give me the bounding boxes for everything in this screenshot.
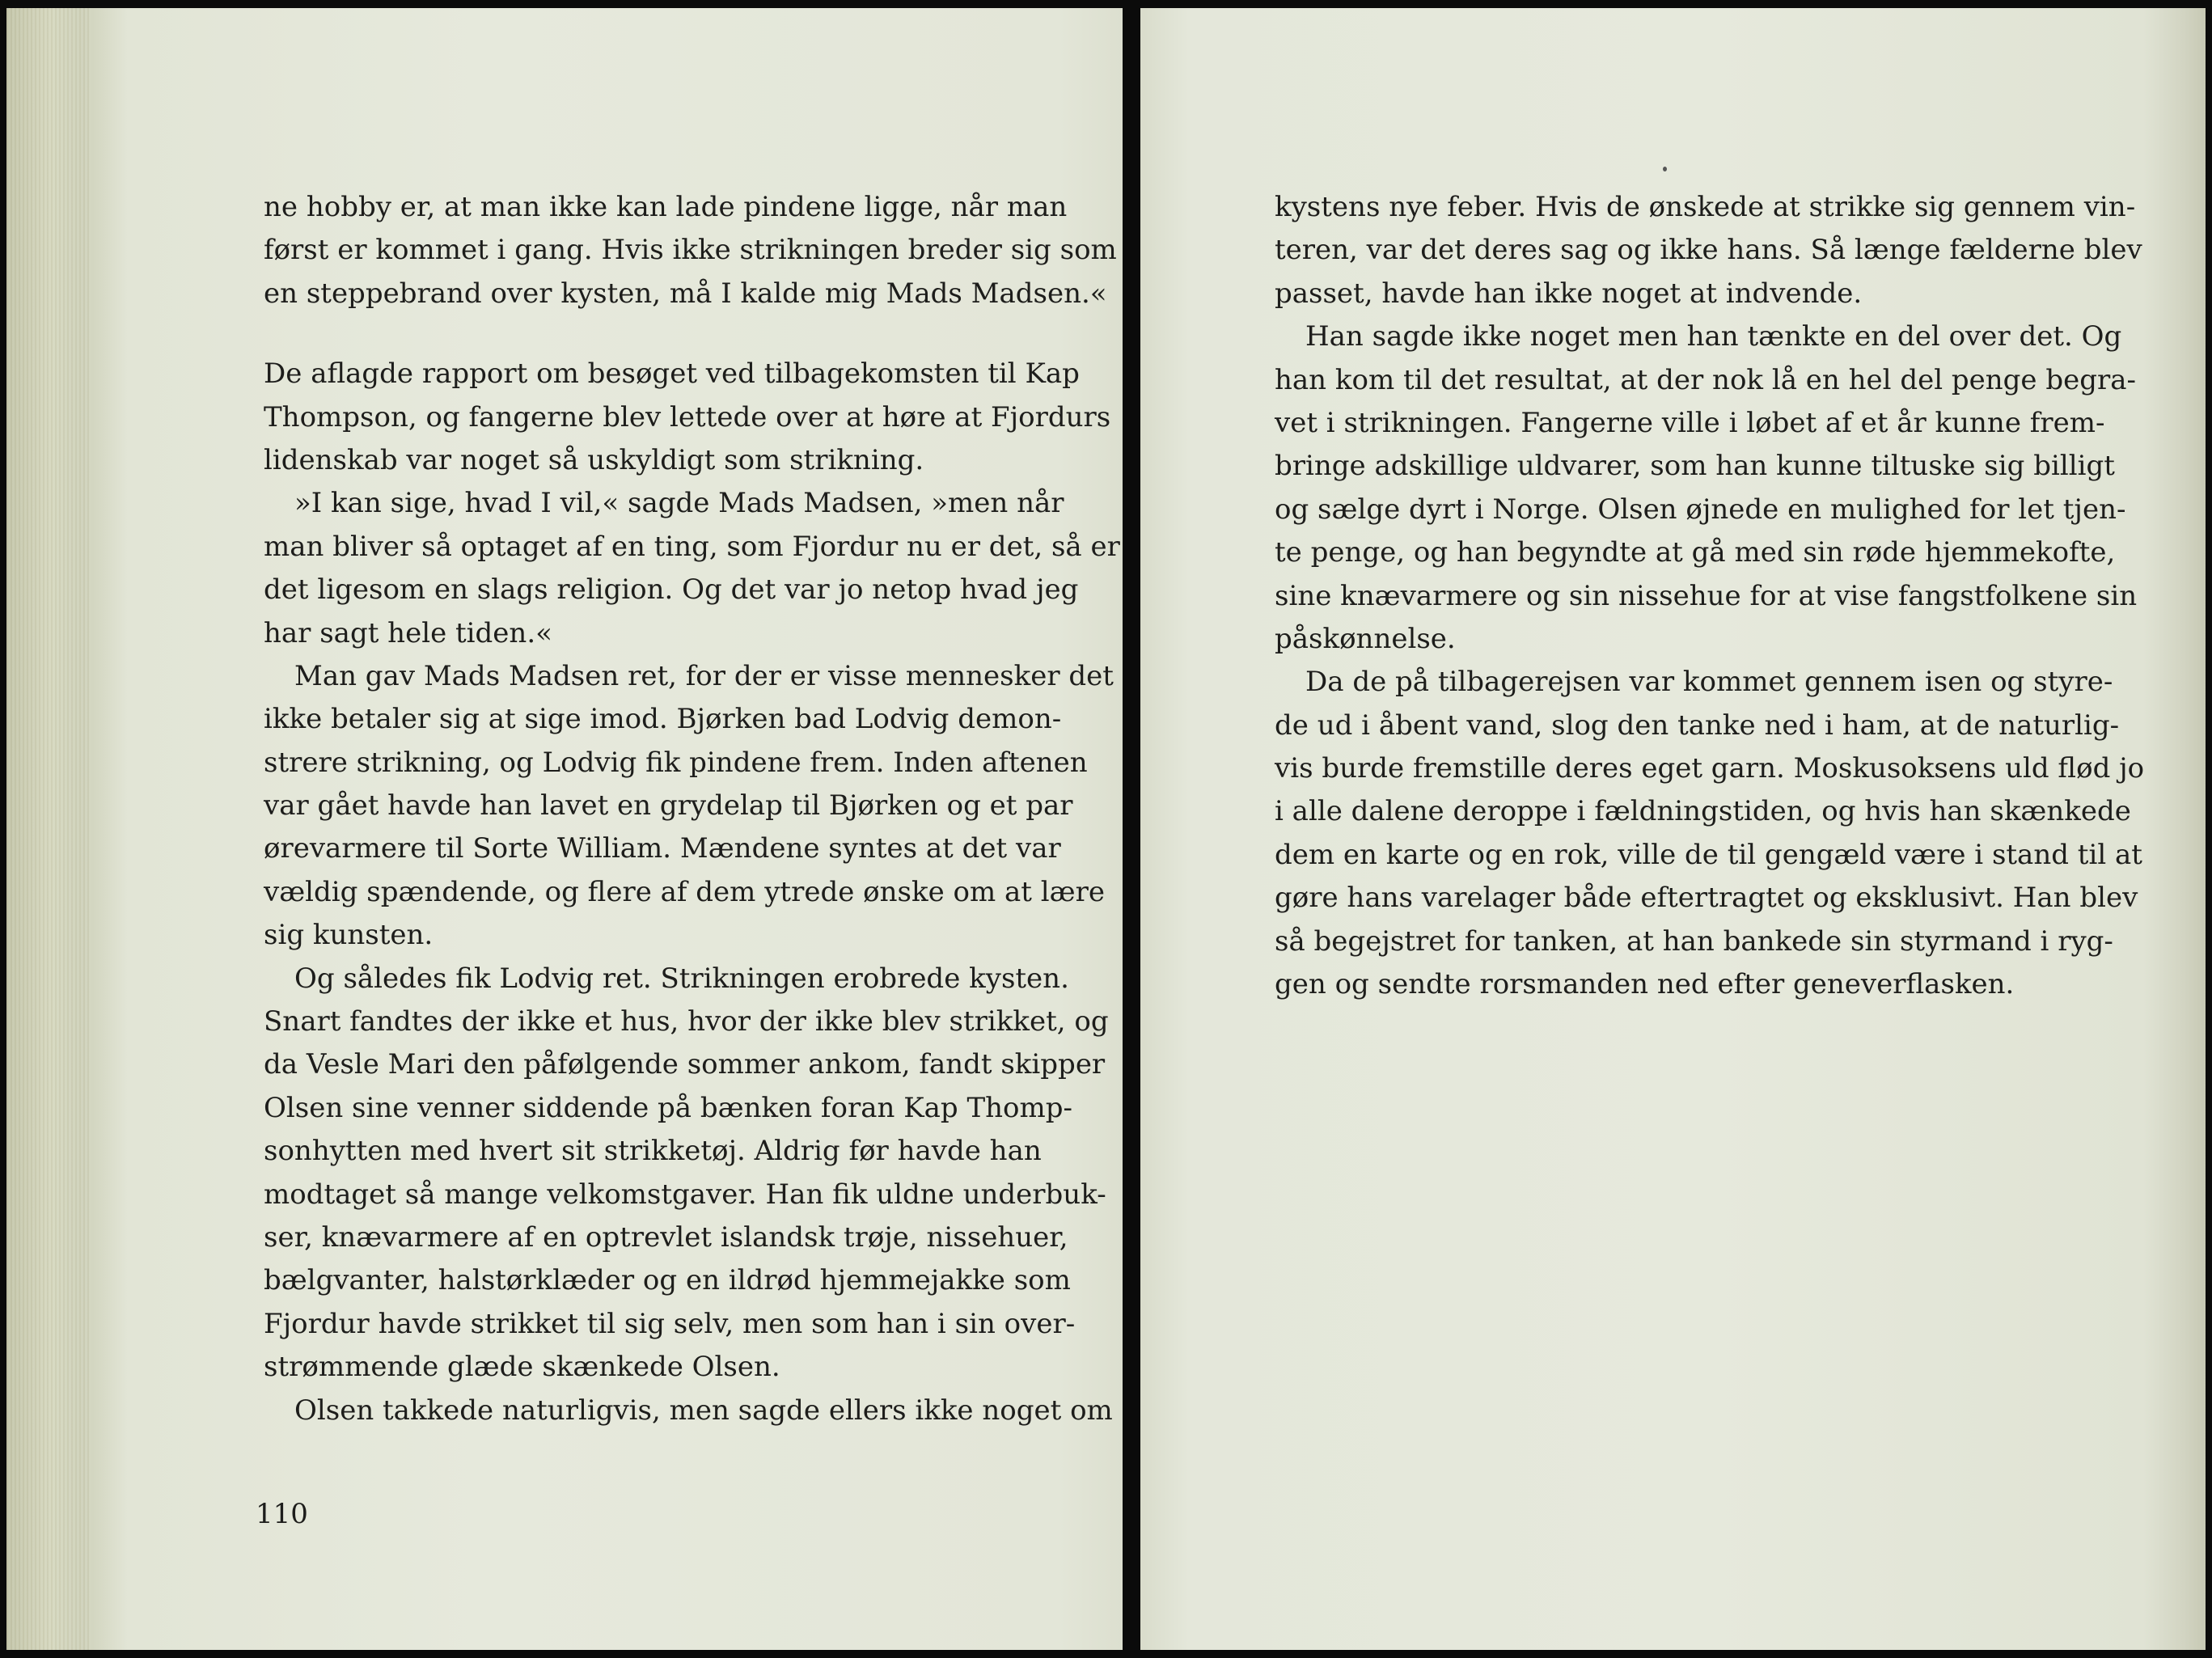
text-line: lidenskab var noget så uskyldigt som strikning. — [264, 443, 924, 476]
text-line: man bliver så optaget af en ting, som Fjordur nu er det, så er — [264, 530, 1120, 563]
text-line: gøre hans varelager både eftertragtet og eksklusivt. Han blev — [1275, 882, 2138, 915]
paragraph — [264, 1389, 1113, 1432]
text-line: påskønnelse. — [1275, 622, 1456, 655]
text-line: var gået havde han lavet en grydelap til Bjørken og et par — [264, 789, 1073, 823]
text-line: først er kommet i gang. Hvis ikke strikningen breder sig som — [264, 234, 1117, 267]
paragraph — [264, 353, 1111, 482]
text-line: passet, havde han ikke noget at indvende. — [1275, 277, 1863, 310]
text-line: »I kan sige, hvad I vil,« sagde Mads Madsen, »men når — [294, 487, 1064, 520]
paragraph — [264, 655, 1114, 958]
text-line: vældig spændende, og flere af dem ytrede ønske om at lære — [264, 875, 1105, 908]
text-line: dem en karte og en rok, ville de til gengæld være i stand til at — [1275, 838, 2142, 871]
text-line: Olsen takkede naturligvis, men sagde ellers ikke noget om — [294, 1394, 1113, 1427]
text-line: strere strikning, og Lodvig fik pindene frem. Inden aftenen — [264, 746, 1088, 779]
text-line: så begejstret for tanken, at han bankede sin styrmand i ryg- — [1275, 924, 2113, 958]
text-line: strømmende glæde skænkede Olsen. — [264, 1351, 780, 1384]
text-line: bælgvanter, halstørklæder og en ildrød hjemmejakke som — [264, 1264, 1071, 1297]
text-line: ne hobby er, at man ikke kan lade pindene ligge, når man — [264, 191, 1068, 223]
text-line: vet i strikningen. Fangerne ville i løbet af et år kunne frem- — [1275, 406, 2105, 439]
text-line: Da de på tilbagerejsen var kommet gennem isen og styre- — [1305, 666, 2113, 699]
text-line: de ud i åbent vand, slog den tanke ned i ham, at de naturlig- — [1275, 708, 2120, 742]
text-line: sig kunsten. — [264, 919, 434, 952]
right-page — [1140, 8, 2206, 1650]
text-line: han kom til det resultat, at der nok lå en hel del penge begra- — [1275, 363, 2137, 396]
text-line: Han sagde ikke noget men han tænkte en del over det. Og — [1305, 320, 2122, 353]
paragraph — [1275, 661, 2145, 1006]
paragraph — [264, 958, 1109, 1389]
text-line: og sælge dyrt i Norge. Olsen øjnede en mulighed for let tjen- — [1275, 493, 2126, 526]
paragraph — [1275, 186, 2142, 315]
ink-speck — [1663, 167, 1667, 171]
text-line: Snart fandtes der ikke et hus, hvor der ikke blev strikket, og — [264, 1005, 1109, 1038]
text-line: gen og sendte rorsmanden ned efter geneverflasken. — [1275, 968, 2015, 1001]
text-line: bringe adskillige uldvarer, som han kunne tiltuske sig billigt — [1275, 450, 2115, 483]
text-line: Og således fik Lodvig ret. Strikningen erobrede kysten. — [294, 962, 1069, 995]
text-line: Olsen sine venner siddende på bænken foran Kap Thomp- — [264, 1091, 1072, 1124]
text-line: ørevarmere til Sorte William. Mændene syntes at det var — [264, 832, 1061, 865]
paragraph — [264, 186, 1117, 315]
text-line: det ligesom en slags religion. Og det var jo netop hvad jeg — [264, 573, 1079, 607]
text-line: da Vesle Mari den påfølgende sommer ankom, fandt skipper — [264, 1048, 1106, 1081]
text-line: modtaget så mange velkomstgaver. Han fik uldne underbuk- — [264, 1178, 1106, 1211]
text-line: har sagt hele tiden.« — [264, 616, 552, 649]
text-line: sine knævarmere og sin nissehue for at vise fangstfolkene sin — [1275, 579, 2138, 612]
text-line: Fjordur havde strikket til sig selv, men som han i sin over- — [264, 1307, 1076, 1340]
page-number: 110 — [256, 1498, 308, 1530]
right-page-text — [1275, 186, 2145, 1006]
text-line: i alle dalene deroppe i fældningstiden, og hvis han skænkede — [1275, 795, 2131, 828]
text-line: Man gav Mads Madsen ret, for der er visse mennesker det — [294, 659, 1114, 692]
text-line: ser, knævarmere af en optrevlet islandsk trøje, nissehuer, — [264, 1220, 1068, 1254]
text-line: te penge, og han begyndte at gå med sin røde hjemmekofte, — [1275, 536, 2116, 569]
text-line: ikke betaler sig at sige imod. Bjørken bad Lodvig demon- — [264, 703, 1062, 736]
text-line: teren, var det deres sag og ikke hans. Så længe fælderne blev — [1275, 234, 2142, 267]
left-page — [6, 8, 1123, 1650]
text-line: Thompson, og fangerne blev lettede over at høre at Fjordurs — [264, 400, 1111, 434]
text-line: De aflagde rapport om besøget ved tilbagekomsten til Kap — [264, 357, 1080, 391]
text-line: kystens nye feber. Hvis de ønskede at strikke sig gennem vin- — [1275, 191, 2136, 223]
paragraph — [264, 482, 1120, 655]
page-edge-stack — [6, 8, 91, 1650]
text-line: vis burde fremstille deres eget garn. Moskusoksens uld flød jo — [1275, 752, 2145, 785]
text-line: sonhytten med hvert sit strikketøj. Aldrig før havde han — [264, 1135, 1042, 1168]
text-line: en steppebrand over kysten, må I kalde mig Mads Madsen.« — [264, 277, 1107, 310]
paragraph-gap — [264, 315, 1011, 353]
paragraph — [1275, 315, 2138, 661]
left-page-text — [264, 186, 1120, 1432]
